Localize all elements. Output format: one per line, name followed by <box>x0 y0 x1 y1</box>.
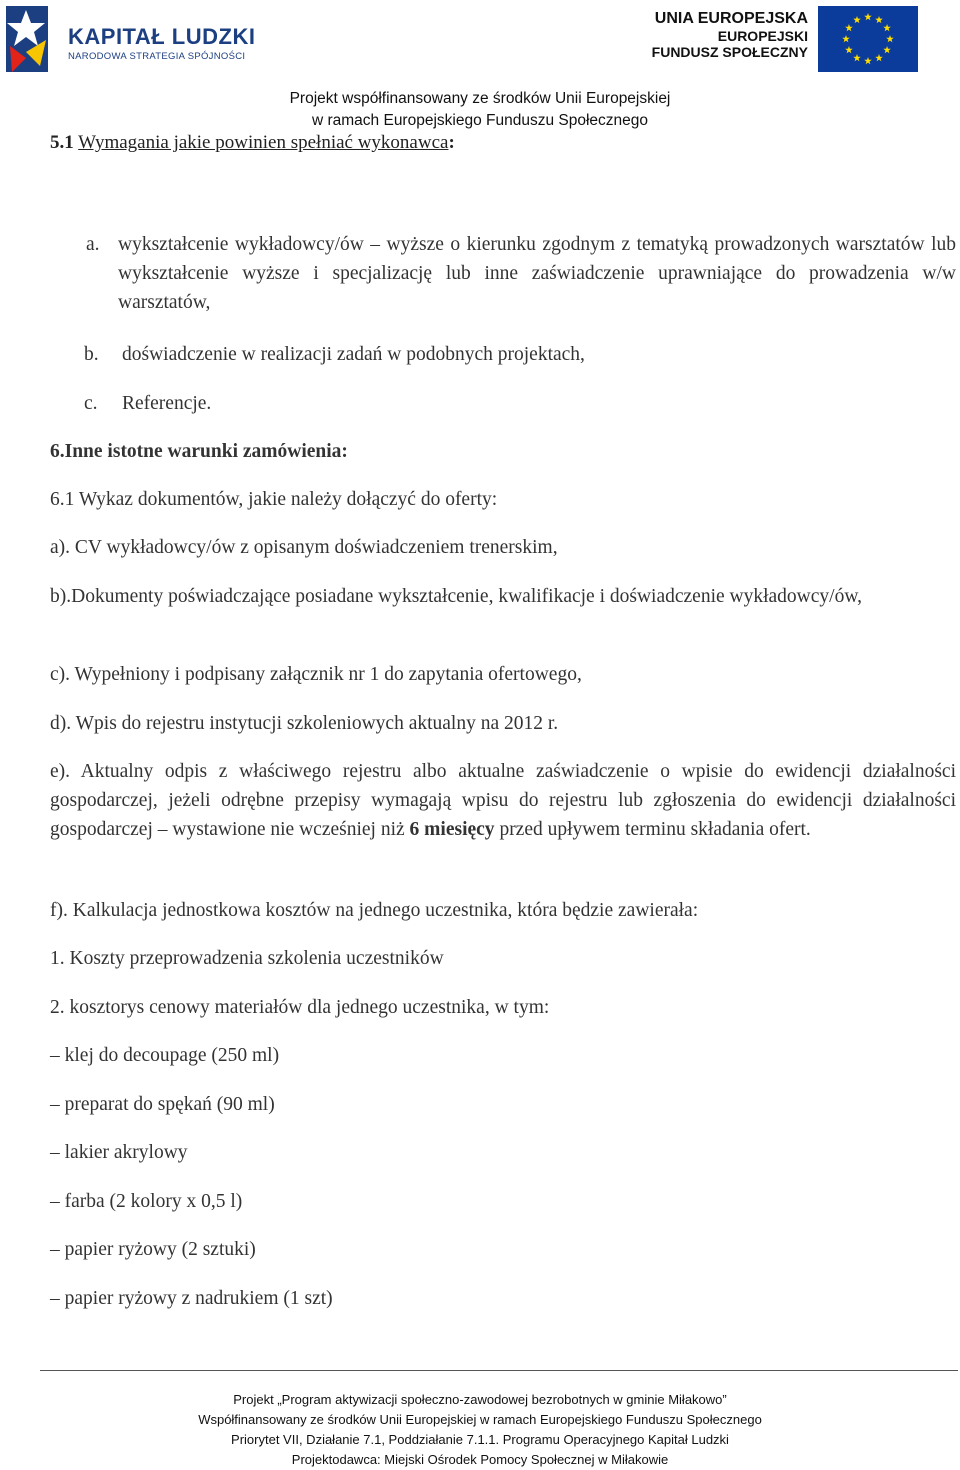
cofinance-line1: Projekt współfinansowany ze środków Unii Europejskiej <box>289 90 671 107</box>
requirement-b-text: doświadczenie w realizacji zadań w podobnych projektach, <box>122 344 585 365</box>
section-5-1-title: Wymagania jakie powinien spełniać wykonawca <box>78 132 449 153</box>
footer-line3: Priorytet VII, Działanie 7.1, Poddziałanie 7.1.1. Programu Operacyjnego Kapitał Ludzki <box>231 1432 729 1447</box>
footer-divider <box>40 1370 958 1371</box>
eu-flag-icon <box>818 6 918 72</box>
eu-logo-line3: FUNDUSZ SPOŁECZNY <box>651 44 808 61</box>
cost-item-2: 2. kosztorys cenowy materiałów dla jednego uczestnika, w tym: <box>50 997 550 1018</box>
cost-item-1: 1. Koszty przeprowadzenia szkolenia uczestników <box>50 948 444 969</box>
section-6-title: Inne istotne warunki zamówienia: <box>64 441 348 462</box>
document-a: a). CV wykładowcy/ów z opisanym doświadczeniem trenerskim, <box>50 537 558 558</box>
section-5-1-heading: 5.1 Wymagania jakie powinien spełniać wykonawca: <box>50 132 455 153</box>
document-e-text-1: e). Aktualny odpis z właściwego rejestru albo aktualne zaświadczenie o wpisie do ewidencji działalności gospodarczej, jeżeli odrębne przepisy wymagają wpisu do rejestru lub zgłoszenia do ewidencji działalności gospodarczej – wystawione nie wcześniej niż <box>50 761 956 840</box>
eu-logo-text <box>652 10 808 61</box>
eu-logo-line1: UNIA EUROPEJSKA <box>654 10 808 27</box>
footer-line2: Współfinansowany ze środków Unii Europejskiej w ramach Europejskiego Funduszu Społecznego <box>198 1412 762 1427</box>
kapital-ludzki-logo <box>6 6 256 76</box>
cofinance-header <box>0 88 960 132</box>
kapital-ludzki-title: KAPITAŁ LUDZKI <box>68 24 256 49</box>
material-item: – lakier akrylowy <box>50 1142 188 1163</box>
section-6-1-heading: 6.1 Wykaz dokumentów, jakie należy dołączyć do oferty: <box>50 489 498 510</box>
document-c: c). Wypełniony i podpisany załącznik nr 1 do zapytania ofertowego, <box>50 664 582 685</box>
section-5-1-number: 5.1 <box>50 132 74 153</box>
material-item: – preparat do spękań (90 ml) <box>50 1094 275 1115</box>
document-e-deadline: 6 miesięcy <box>409 819 495 840</box>
requirement-c-marker: c. <box>84 393 98 414</box>
cofinance-line2: w ramach Europejskiego Funduszu Społecznego <box>311 112 649 129</box>
kapital-ludzki-emblem-icon <box>6 6 62 72</box>
section-6-heading <box>50 437 348 466</box>
footer-line4: Projektodawca: Miejski Ośrodek Pomocy Społecznej w Miłakowie <box>291 1452 669 1467</box>
material-item: – papier ryżowy z nadrukiem (1 szt) <box>50 1288 333 1309</box>
requirement-c-text: Referencje. <box>122 393 212 414</box>
footer-line1: Projekt „Program aktywizacji społeczno-zawodowej bezrobotnych w gminie Miłakowo” <box>233 1392 727 1407</box>
material-item: – farba (2 kolory x 0,5 l) <box>50 1191 243 1212</box>
page-footer <box>0 1390 960 1470</box>
document-b: b).Dokumenty poświadczające posiadane wykształcenie, kwalifikacje i doświadczenie wykładowcy/ów, <box>50 586 863 607</box>
document-d: d). Wpis do rejestru instytucji szkoleniowych aktualny na 2012 r. <box>50 713 559 734</box>
eu-logo-line2: EUROPEJSKI <box>717 28 808 45</box>
requirement-a-marker: a. <box>86 234 100 255</box>
kapital-ludzki-subtitle: NARODOWA STRATEGIA SPÓJNOŚCI <box>68 51 246 62</box>
requirement-a-text: wykształcenie wykładowcy/ów – wyższe o kierunku zgodnym z tematyką prowadzonych warsztatów lub wykształcenie wyższe i specjalizację lub inne zaświadczenie uprawniające do prowadzenia w/w warsztatów, <box>118 234 956 313</box>
material-item: – papier ryżowy (2 sztuki) <box>50 1239 256 1260</box>
section-6-number: 6. <box>50 441 65 462</box>
document-e-text-2: przed upływem terminu składania ofert. <box>494 819 811 840</box>
material-item: – klej do decoupage (250 ml) <box>50 1045 280 1066</box>
requirement-b-marker: b. <box>84 344 99 365</box>
document-e <box>50 757 956 844</box>
document-f: f). Kalkulacja jednostkowa kosztów na jednego uczestnika, która będzie zawierała: <box>50 900 699 921</box>
